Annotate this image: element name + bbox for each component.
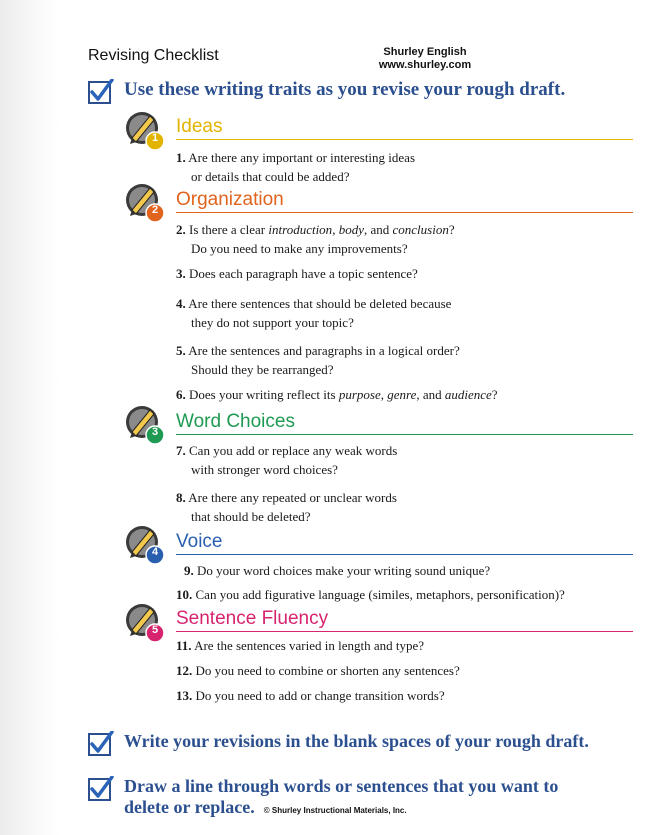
trait-badge-1 [122, 108, 168, 154]
question-6: 6. Does your writing reflect its purpose, genre, and audience? [176, 387, 498, 402]
intro-checklist-item [88, 79, 565, 103]
footer-text-2-line2: delete or replace. © Shurley Instructional Materials, Inc. [124, 797, 407, 817]
pencil-badge-icon [122, 402, 168, 448]
checkbox-checked-icon [88, 776, 112, 800]
publisher-website: www.shurley.com [378, 59, 472, 71]
intro-text: Use these writing traits as you revise your rough draft. [124, 79, 566, 100]
trait-title-voice: Voice [176, 531, 223, 552]
question-4: 4. Are there sentences that should be deleted because they do not support your topic? [176, 296, 452, 330]
publisher-block [370, 46, 480, 72]
pencil-badge-icon [122, 108, 168, 154]
trait-title-ideas: Ideas [176, 116, 223, 137]
trait-number: 5 [151, 624, 159, 636]
trait-badge-2 [122, 180, 168, 226]
trait-divider [176, 434, 633, 435]
question-2: 2. Is there a clear introduction, body, and conclusion? Do you need to make any improvements? [176, 222, 455, 256]
checkbox-checked-icon [88, 731, 112, 755]
trait-badge-3 [122, 402, 168, 448]
page-title: Revising Checklist [88, 47, 219, 64]
pencil-badge-icon [122, 600, 168, 646]
pencil-badge-icon [122, 180, 168, 226]
question-10: 10. Can you add figurative language (similes, metaphors, personification)? [176, 587, 565, 602]
trait-title-word-choices: Word Choices [176, 411, 295, 432]
question-3: 3. Does each paragraph have a topic sentence? [176, 266, 418, 281]
question-7: 7. Can you add or replace any weak words with stronger word choices? [176, 443, 398, 477]
trait-number: 2 [151, 204, 159, 216]
footer-text-1: Write your revisions in the blank spaces of your rough draft. [124, 731, 589, 751]
footer-text-2-line1: Draw a line through words or sentences that you want to [124, 776, 559, 796]
pencil-badge-icon [122, 522, 168, 568]
footer-text-2 [124, 776, 558, 821]
question-11: 11. Are the sentences varied in length and type? [176, 638, 425, 653]
trait-number: 3 [151, 426, 159, 438]
question-5: 5. Are the sentences and paragraphs in a logical order? Should they be rearranged? [176, 343, 460, 377]
trait-badge-5 [122, 600, 168, 646]
checkbox-checked-icon [88, 79, 112, 103]
question-12: 12. Do you need to combine or shorten any sentences? [176, 663, 460, 678]
question-8: 8. Are there any repeated or unclear words that should be deleted? [176, 490, 397, 524]
trait-divider [176, 139, 633, 140]
footer-checklist-item-1 [88, 731, 589, 755]
trait-title-organization: Organization [176, 189, 284, 210]
footer-checklist-item-2 [88, 776, 558, 821]
trait-divider [176, 212, 633, 213]
question-9: 9. Do your word choices make your writing sound unique? [184, 563, 491, 578]
trait-number: 4 [151, 546, 159, 558]
trait-badge-4 [122, 522, 168, 568]
question-13: 13. Do you need to add or change transition words? [176, 688, 445, 703]
question-1: 1. Are there any important or interesting ideas or details that could be added? [176, 150, 415, 184]
publisher-name: Shurley English [383, 46, 467, 58]
trait-divider [176, 631, 633, 632]
trait-divider [176, 554, 633, 555]
trait-title-sentence-fluency: Sentence Fluency [176, 608, 329, 629]
trait-number: 1 [151, 132, 159, 144]
copyright-notice: © Shurley Instructional Materials, Inc. [263, 806, 407, 815]
